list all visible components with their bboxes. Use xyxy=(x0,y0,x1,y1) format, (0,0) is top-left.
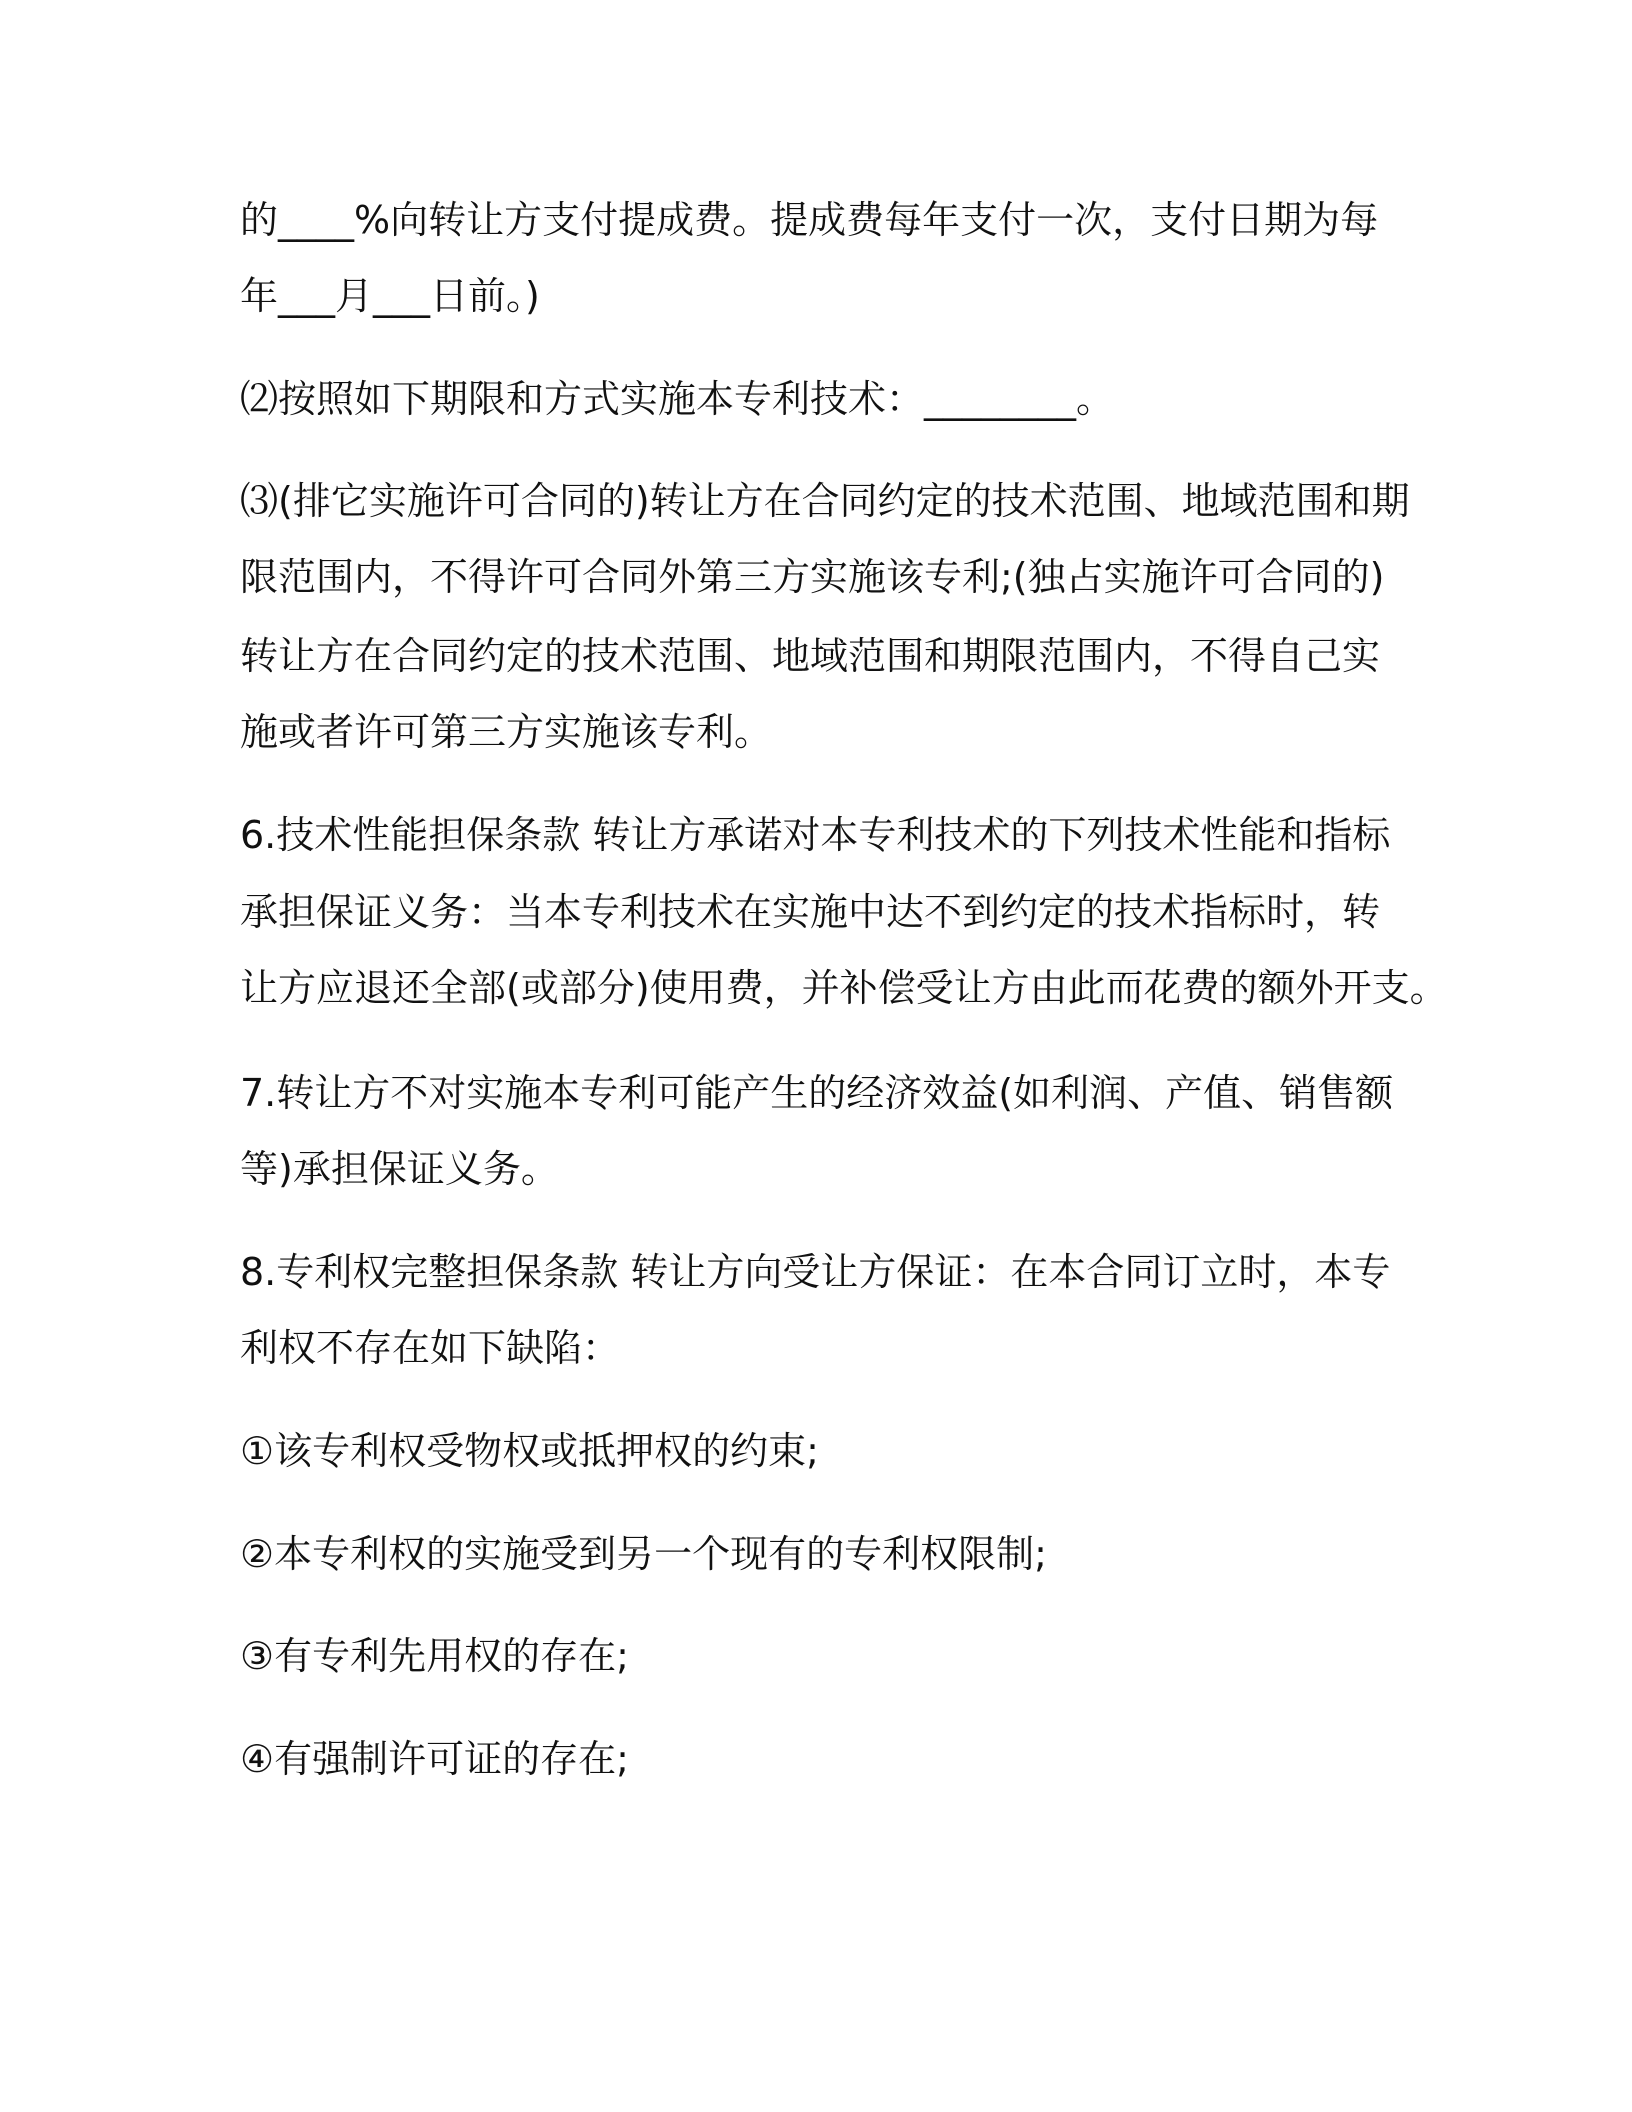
paragraph-line: 等)承担保证义务。 xyxy=(240,1147,559,1191)
paragraph-line: ⑶(排它实施许可合同的)转让方在合同约定的技术范围、地域范围和期 xyxy=(240,479,1410,523)
list-item: ①该专利权受物权或抵押权的约束; xyxy=(240,1429,819,1473)
paragraph-line: 承担保证义务：当本专利技术在实施中达不到约定的技术指标时，转 xyxy=(240,890,1381,934)
paragraph-line: 的____%向转让方支付提成费。提成费每年支付一次，支付日期为每 xyxy=(240,198,1379,242)
paragraph-line: 利权不存在如下缺陷： xyxy=(240,1326,621,1370)
paragraph-line: 让方应退还全部(或部分)使用费，并补偿受让方由此而花费的额外开支。 xyxy=(240,966,1448,1010)
list-item: ④有强制许可证的存在; xyxy=(240,1737,629,1781)
paragraph-line: 施或者许可第三方实施该专利。 xyxy=(240,710,773,754)
paragraph-line: 6.技术性能担保条款 转让方承诺对本专利技术的下列技术性能和指标 xyxy=(240,813,1391,857)
list-item: ②本专利权的实施受到另一个现有的专利权限制; xyxy=(240,1532,1047,1576)
paragraph-line: ⑵按照如下期限和方式实施本专利技术：________。 xyxy=(240,377,1115,421)
list-item: ③有专利先用权的存在; xyxy=(240,1634,629,1678)
paragraph-line: 限范围内，不得许可合同外第三方实施该专利;(独占实施许可合同的) xyxy=(240,555,1385,599)
paragraph-line: 7.转让方不对实施本专利可能产生的经济效益(如利润、产值、销售额 xyxy=(240,1071,1394,1115)
paragraph-line: 年___月___日前。) xyxy=(240,274,540,318)
paragraph-line: 8.专利权完整担保条款 转让方向受让方保证：在本合同订立时，本专 xyxy=(240,1250,1391,1294)
paragraph-line: 转让方在合同约定的技术范围、地域范围和期限范围内，不得自己实 xyxy=(240,634,1381,678)
